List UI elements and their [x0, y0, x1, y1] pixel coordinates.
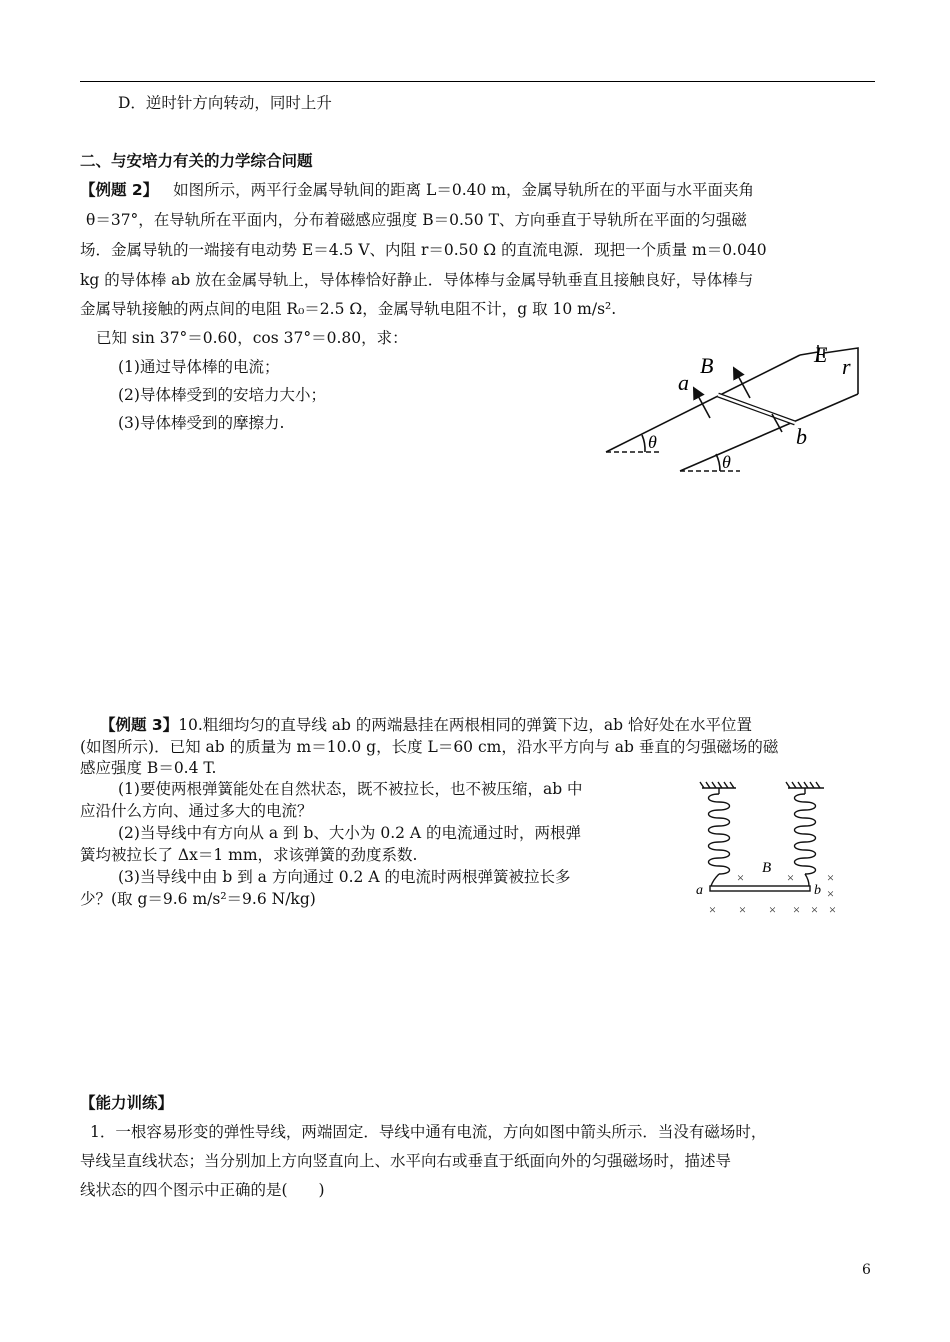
wire-ab — [710, 886, 810, 891]
example2-line-2: θ＝37°，在导轨所在平面内，分布着磁感应强度 B＝0.50 T、方向垂直于导轨所在平面的匀强磁 — [86, 211, 747, 229]
top-rule — [80, 81, 875, 82]
spring-left — [709, 794, 730, 874]
training-heading: 【能力训练】 — [80, 1094, 174, 1112]
cross: × — [738, 902, 747, 917]
training-line-3: 线状态的四个图示中正确的是( ) — [80, 1181, 325, 1199]
label-B: B — [762, 860, 772, 876]
cross: × — [826, 886, 835, 901]
inclined-rail-figure — [600, 340, 870, 485]
field-arrow-2 — [736, 372, 750, 398]
cross: × — [826, 870, 835, 885]
example2-tag: 【例题 2】 — [80, 181, 159, 199]
example3-line-1 — [100, 714, 895, 736]
rail-lower — [680, 394, 858, 471]
example3-sub-3: (2)当导线中有方向从 a 到 b、大小为 0.2 A 的电流通过时，两根弹 — [118, 824, 582, 842]
field-arrow-1 — [696, 392, 710, 418]
label-r: r — [842, 354, 851, 379]
example3-text-1: 10.粗细均匀的直导线 ab 的两端悬挂在两根相同的弹簧下边，ab 恰好处在水平位置 — [178, 716, 752, 734]
spring-figure — [688, 780, 848, 920]
example2-line-1 — [80, 179, 875, 201]
label-a: a — [678, 370, 689, 395]
label-E: E — [814, 342, 828, 367]
label-B: B — [700, 353, 714, 378]
example2-given: 已知 sin 37°＝0.60，cos 37°＝0.80，求： — [96, 329, 408, 347]
page-number: 6 — [862, 1262, 871, 1278]
angle-arc-2 — [716, 454, 720, 471]
example3-tag: 【例题 3】 — [100, 716, 179, 734]
training-line-1: 1．一根容易形变的弹性导线，两端固定．导线中通有电流，方向如图中箭头所示．当没有磁场时， — [90, 1123, 767, 1141]
example3-line-2: (如图所示)．已知 ab 的质量为 m＝10.0 g，长度 L＝60 cm，沿水平方向与 ab 垂直的匀强磁场的磁 — [80, 738, 779, 756]
example3-sub-4: 簧均被拉长了 Δx＝1 mm，求该弹簧的劲度系数. — [80, 846, 418, 864]
example3-sub-6: 少？(取 g＝9.6 m/s²＝9.6 N/kg) — [80, 890, 316, 908]
spring-right — [795, 794, 816, 874]
example2-question-3: (3)导体棒受到的摩擦力. — [118, 414, 285, 432]
label-b: b — [814, 883, 821, 898]
example2-line-3: 场．金属导轨的一端接有电动势 E＝4.5 V、内阻 r＝0.50 Ω 的直流电源．现把一个质量 m＝0.040 — [80, 241, 767, 259]
section-heading: 二、与安培力有关的力学综合问题 — [80, 152, 313, 170]
example2-line-5: 金属导轨接触的两点间的电阻 R₀＝2.5 Ω，金属导轨电阻不计，g 取 10 m/s². — [80, 300, 617, 318]
training-line-2: 导线呈直线状态；当分别加上方向竖直向上、水平向右或垂直于纸面向外的匀强磁场时，描述导 — [80, 1152, 732, 1170]
example2-line-4: kg 的导体棒 ab 放在金属导轨上，导体棒恰好静止．导体棒与金属导轨垂直且接触良好，导体棒与 — [80, 271, 754, 289]
cross: × — [792, 902, 801, 917]
cross: × — [786, 870, 795, 885]
example3-line-3: 感应强度 B＝0.4 T. — [80, 759, 217, 777]
example3-sub-1: (1)要使两根弹簧能处在自然状态，既不被拉长，也不被压缩，ab 中 — [118, 780, 583, 798]
label-theta-2: θ — [722, 452, 731, 472]
example3-sub-5: (3)当导线中由 b 到 a 方向通过 0.2 A 的电流时两根弹簧被拉长多 — [118, 868, 571, 886]
cross: × — [828, 902, 837, 917]
example3-sub-2: 应沿什么方向、通过多大的电流？ — [80, 802, 313, 820]
cross: × — [810, 902, 819, 917]
label-b: b — [796, 424, 807, 449]
cross: × — [708, 902, 717, 917]
example2-question-2: (2)导体棒受到的安培力大小； — [118, 386, 326, 404]
cross: × — [736, 870, 745, 885]
angle-arc-1 — [642, 435, 645, 452]
cross: × — [768, 902, 777, 917]
label-a: a — [696, 883, 703, 898]
example2-question-1: (1)通过导体棒的电流； — [118, 358, 280, 376]
label-theta-1: θ — [648, 432, 657, 452]
example2-text-1: 如图所示，两平行金属导轨间的距离 L＝0.40 m，金属导轨所在的平面与水平面夹角 — [173, 181, 754, 199]
option-d: D．逆时针方向转动，同时上升 — [118, 94, 332, 112]
